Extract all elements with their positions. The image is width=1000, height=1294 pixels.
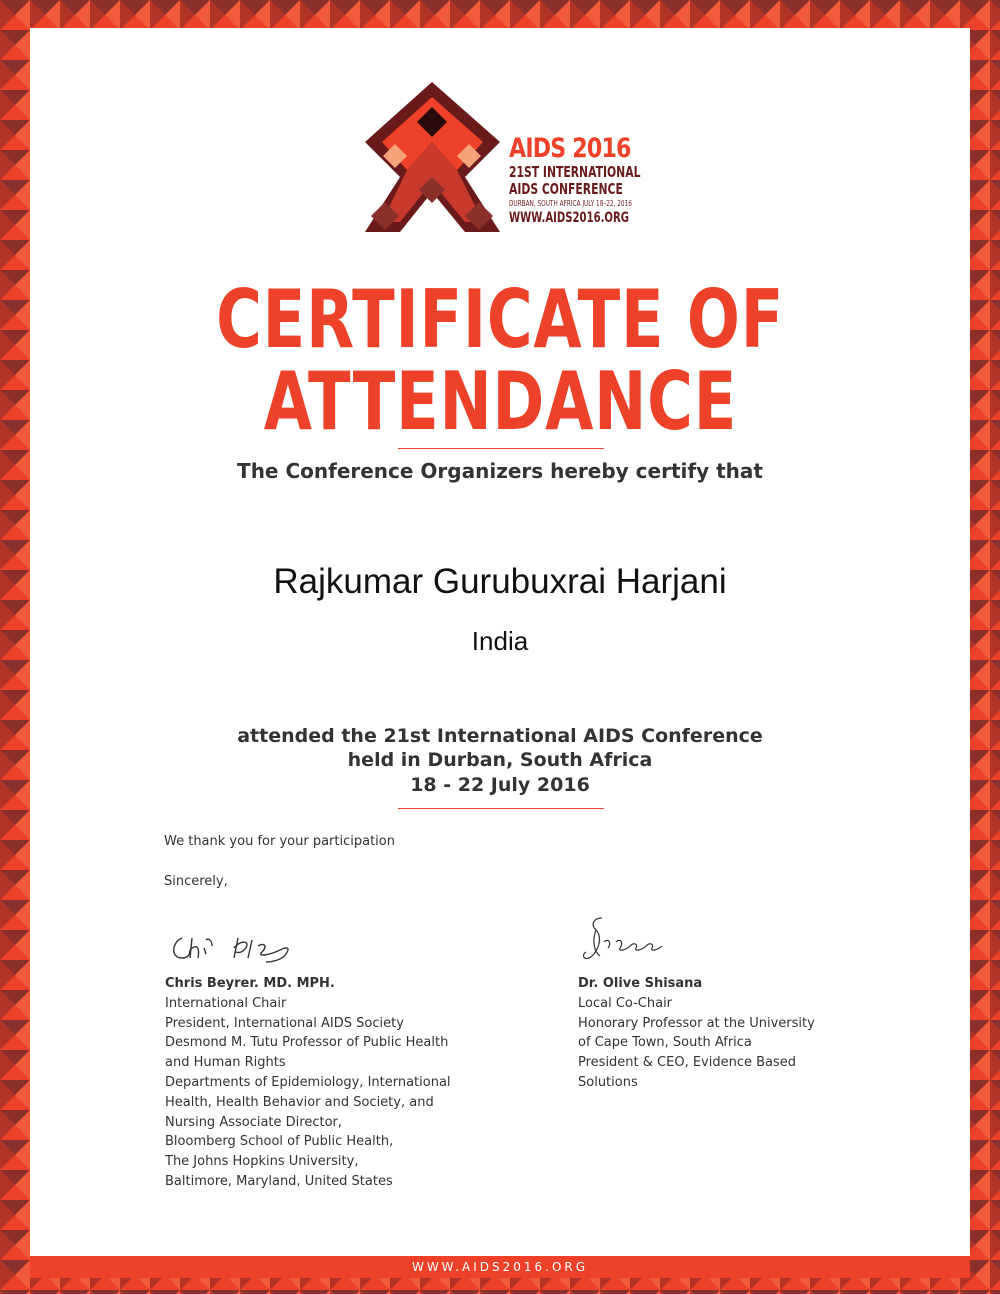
certify-statement: The Conference Organizers hereby certify that xyxy=(237,459,763,483)
signer-title-line: and Human Rights xyxy=(165,1055,286,1071)
signer-title-line: Local Co-Chair xyxy=(578,995,673,1011)
logo-url: WWW.AIDS2016.ORG xyxy=(509,210,630,226)
divider xyxy=(398,448,604,449)
logo-subtitle-2: AIDS CONFERENCE xyxy=(509,180,623,198)
signer-title-line: Honorary Professor at the University xyxy=(578,1015,815,1031)
signer-title-line: Bloomberg School of Public Health, xyxy=(165,1134,394,1150)
divider xyxy=(398,808,604,809)
logo-subtitle: 21ST INTERNATIONAL xyxy=(509,163,641,181)
logo-text xyxy=(509,134,639,226)
signer-title-line: Baltimore, Maryland, United States xyxy=(165,1173,393,1189)
signer-title-line: Solutions xyxy=(578,1074,638,1090)
attendance-dates: 18 - 22 July 2016 xyxy=(410,774,590,796)
signer-title-line: Health, Health Behavior and Society, and xyxy=(165,1094,434,1110)
signer-olive-shisana xyxy=(578,974,838,1093)
signer-title-line: President & CEO, Evidence Based xyxy=(578,1055,797,1071)
ribbon-icon xyxy=(365,82,500,237)
sincerely-text: Sincerely, xyxy=(164,874,228,889)
logo-event-name: AIDS 2016 xyxy=(509,133,631,164)
signer-name: Dr. Olive Shisana xyxy=(578,976,703,991)
signature-image xyxy=(572,912,667,968)
signer-title-line: Departments of Epidemiology, International xyxy=(165,1074,451,1090)
conference-logo xyxy=(365,82,641,242)
certificate-title-line-1: CERTIFICATE OF xyxy=(215,273,785,366)
signer-title-line: of Cape Town, South Africa xyxy=(578,1035,752,1051)
footer-url-link[interactable]: WWW.AIDS2016.ORG xyxy=(411,1260,589,1274)
signer-name: Chris Beyrer. MD. MPH. xyxy=(165,976,335,991)
recipient-country: India xyxy=(471,626,529,656)
signer-title-line: President, International AIDS Society xyxy=(165,1015,404,1031)
signer-title-line: Desmond M. Tutu Professor of Public Health xyxy=(165,1035,449,1051)
thanks-text: We thank you for your participation xyxy=(164,834,395,849)
signer-title-line: International Chair xyxy=(165,995,287,1011)
attendance-line-1: attended the 21st International AIDS Conference xyxy=(237,725,763,747)
signer-title-line: The Johns Hopkins University, xyxy=(165,1154,359,1170)
footer-band xyxy=(30,1256,970,1278)
signer-chris-beyrer xyxy=(165,974,485,1192)
logo-location-dates: DURBAN, SOUTH AFRICA JULY 18–22, 2016 xyxy=(509,199,632,208)
attendance-line-2: held in Durban, South Africa xyxy=(347,749,653,771)
certificate-title-line-2: ATTENDANCE xyxy=(263,355,737,448)
recipient-name: Rajkumar Gurubuxrai Harjani xyxy=(273,562,727,601)
signature-image xyxy=(168,928,303,966)
signer-title-line: Nursing Associate Director, xyxy=(165,1114,343,1130)
